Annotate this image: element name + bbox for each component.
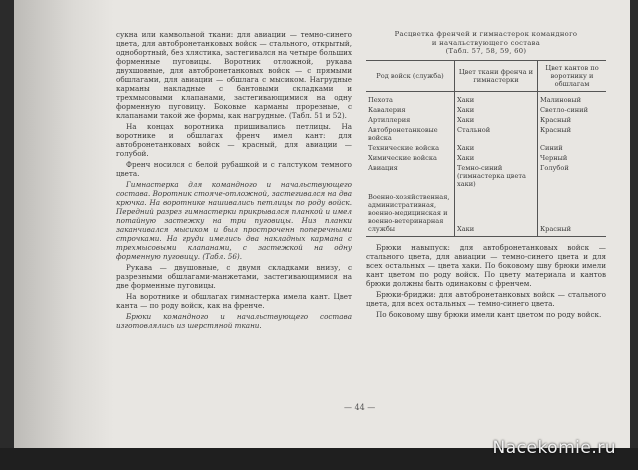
paragraph: сукна или камвольной ткани: для авиации — темно-синего цвета, для автобронетанковых войск — стального, открытый, однобортный, без хлястика, застегивался на четыре больших форменные пуговицы. Воротник отложной, рукава двухшовные, для автобронетанковых войск — с прямыми обшлагами, для авиации — обшлага с мысиком. Нагрудные карманы накладные с бантовыми складками и трехмысовыми клапанами, застегивающимися на одну форменную пуговицу. Боковые карманы прорезные, с клапанами такой же формы, как нагрудные. (Табл. 51 и 52). <box>116 30 352 120</box>
book-page <box>14 0 630 448</box>
table-cell: Хаки <box>455 189 538 237</box>
watermark: Nacekomie.ru <box>492 438 616 458</box>
table-title <box>366 30 606 56</box>
table-row <box>366 189 606 237</box>
table-cell: Хаки <box>455 91 538 105</box>
table-cell: Красный <box>538 115 607 125</box>
table-cell: Хаки <box>455 153 538 163</box>
table-cell: Кавалерия <box>368 105 406 114</box>
table-cell: Автобронетанковые войска <box>368 125 438 142</box>
page-spine-shadow <box>14 0 114 448</box>
table-cell: Артиллерия <box>368 115 411 124</box>
left-text-column <box>116 30 352 332</box>
table-cell: Хаки <box>455 143 538 153</box>
table-cell: Темно-синий (гимнастерка цвета хаки) <box>455 163 538 189</box>
paragraph: Брюки командного и начальствующего состава изготовлялись из шерстяной ткани. <box>116 312 352 330</box>
paragraph: Брюки-бриджи: для автобронетанковых войск — стального цвета, для всех остальных — темно-синего цвета. <box>366 289 606 308</box>
header-fabric-color: Цвет ткани френча и гимнастерки <box>455 60 538 91</box>
table-row <box>366 105 606 115</box>
table-cell: Черный <box>538 153 607 163</box>
table-cell: Технические войска <box>368 143 440 152</box>
table-cell: Хаки <box>455 115 538 125</box>
table-row <box>366 143 606 153</box>
table-cell: Малиновый <box>538 91 607 105</box>
header-branch: Род войск (служба) <box>366 60 455 91</box>
table-cell: Красный <box>538 189 607 237</box>
table-row <box>366 125 606 143</box>
table-title-line: и начальствующего состава <box>431 38 541 47</box>
after-table-text <box>366 243 606 319</box>
table-cell: Химические войска <box>368 153 437 162</box>
paragraph: На концах воротника пришивались петлицы. На воротнике и обшлагах френч имел кант: для автобронетанковых войск — красный, для авиации — голубой. <box>116 122 352 158</box>
right-text-column <box>366 30 606 321</box>
table-title-line: (Табл. 57, 58, 59, 60) <box>445 47 527 55</box>
table-cell: Авиация <box>368 163 398 172</box>
table-cell: Красный <box>538 125 607 143</box>
table-cell: Синий <box>538 143 607 153</box>
paragraph: На воротнике и обшлагах гимнастерка имела кант. Цвет канта — по роду войск, как на френче. <box>116 292 352 310</box>
table-cell: Военно-хозяйственная, административная, военно-медицинская и военно-ветеринарная службы <box>366 189 455 237</box>
header-piping-color: Цвет кантов по воротнику и обшлагам <box>538 60 607 91</box>
table-cell: Голубой <box>538 163 607 189</box>
table-row <box>366 91 606 105</box>
paragraph: Гимнастерка для командного и начальствующего состава. Воротник стояче-отложной, застегивался на два крючка. На воротнике нашивались петлицы по роду войск. Передний разрез гимнастерки прикрывался планкой и имел потайную застежку на три пуговицы. Низ планки заканчивался мысиком и был простроченн поперечными строчками. На груди имелись два накладных кармана с трехмысовыми клапанами, с застежкой на одну форменную пуговицу. (Табл. 56). <box>116 180 352 261</box>
table-cell: Хаки <box>455 105 538 115</box>
page-number: — 44 — <box>344 403 376 412</box>
table-row <box>366 163 606 189</box>
table-header-row <box>366 60 606 91</box>
table-cell: Стальной <box>455 125 538 143</box>
paragraph: По боковому шву брюки имели кант цветом по роду войск. <box>376 309 602 319</box>
paragraph: Брюки навыпуск: для автобронетанковых войск — стального цвета, для авиации — темно-синего цвета и для всех остальных — цвета хаки. По боковому шву брюки имели кант цветом по роду войск. По цвету материала и кантов брюки должны быть одинаковы с френчем. <box>366 242 606 288</box>
table-cell: Светло-синий <box>538 105 607 115</box>
table-row <box>366 153 606 163</box>
paragraph: Рукава — двушовные, с двумя складками внизу, с разрезными обшлагами-манжетами, застегивающимися на две форменные пуговицы. <box>116 263 352 290</box>
table-title-line: Расцветка френчей и гимнастерок командного <box>394 30 578 38</box>
paragraph: Френч носился с белой рубашкой и с галстуком темного цвета. <box>116 160 352 178</box>
table-row <box>366 115 606 125</box>
table-cell: Пехота <box>368 95 393 104</box>
uniform-colors-table <box>366 60 606 237</box>
